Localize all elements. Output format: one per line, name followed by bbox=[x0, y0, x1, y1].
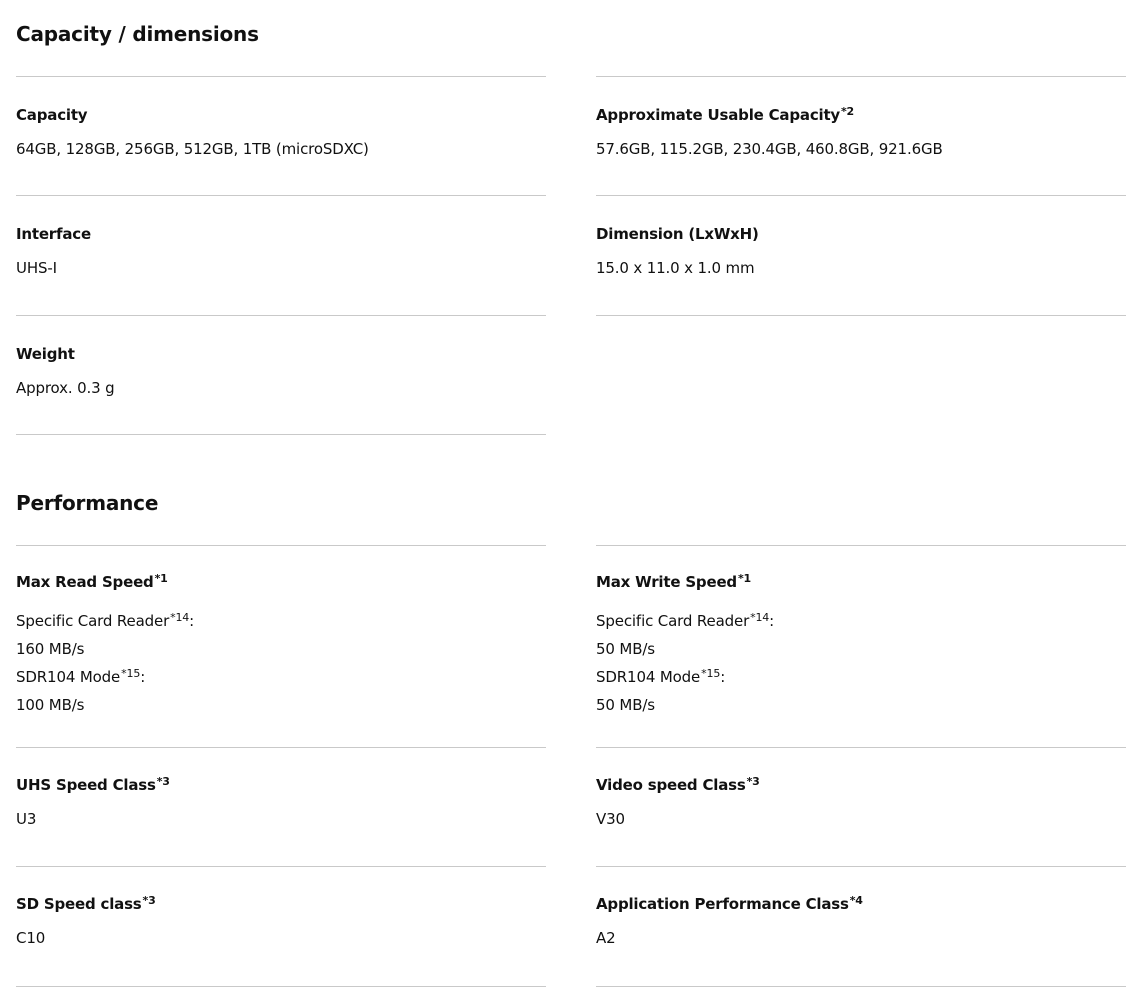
spec-label: Dimension (LxWxH) bbox=[596, 225, 759, 243]
spec-value-line: 50 MB/s bbox=[596, 640, 655, 658]
divider bbox=[16, 195, 546, 196]
spec-value-line: Specific Card Reader$^{*14}$: bbox=[596, 611, 775, 630]
spec-sd-speed-class bbox=[16, 894, 546, 947]
footnote-ref: *14 bbox=[750, 611, 770, 624]
spec-label: Max Write Speed$^{*1}$ bbox=[596, 572, 751, 591]
spec-approximate-usable-capacity bbox=[596, 105, 1126, 158]
divider bbox=[596, 986, 1126, 987]
footnote-ref: *3 bbox=[746, 775, 760, 788]
section-title-capacity-dimensions: Capacity / dimensions bbox=[16, 22, 259, 46]
spec-value bbox=[596, 607, 1126, 719]
spec-value: UHS-I bbox=[16, 259, 57, 277]
divider bbox=[16, 986, 546, 987]
spec-label: Max Read Speed$^{*1}$ bbox=[16, 572, 168, 591]
spec-value: 15.0 x 11.0 x 1.0 mm bbox=[596, 259, 755, 277]
footnote-ref: *1 bbox=[737, 572, 751, 585]
footnote-ref: *3 bbox=[156, 775, 170, 788]
spec-label: Capacity bbox=[16, 106, 88, 124]
spec-value: Approx. 0.3 g bbox=[16, 379, 115, 397]
divider bbox=[16, 545, 546, 546]
spec-weight bbox=[16, 347, 546, 396]
spec-max-write-speed bbox=[596, 572, 1126, 719]
divider bbox=[16, 76, 546, 77]
spec-label: Weight bbox=[16, 345, 75, 363]
footnote-ref: *3 bbox=[142, 894, 156, 907]
spec-interface bbox=[16, 227, 546, 276]
divider bbox=[16, 315, 546, 316]
spec-label: UHS Speed Class$^{*3}$ bbox=[16, 775, 170, 794]
spec-dimension bbox=[596, 227, 1126, 276]
spec-value bbox=[16, 607, 546, 719]
spec-label: SD Speed class$^{*3}$ bbox=[16, 894, 156, 913]
spec-video-speed-class bbox=[596, 775, 1126, 828]
spec-label: Video speed Class$^{*3}$ bbox=[596, 775, 760, 794]
footnote-ref: *1 bbox=[154, 572, 168, 585]
section-title-performance: Performance bbox=[16, 491, 159, 515]
spec-value: V30 bbox=[596, 810, 625, 828]
spec-value-line: SDR104 Mode$^{*15}$: bbox=[596, 667, 726, 686]
divider bbox=[16, 434, 546, 435]
divider bbox=[596, 747, 1126, 748]
spec-value: C10 bbox=[16, 929, 46, 947]
spec-max-read-speed bbox=[16, 572, 546, 719]
divider bbox=[596, 76, 1126, 77]
divider bbox=[16, 866, 546, 867]
divider bbox=[596, 545, 1126, 546]
spec-label: Approximate Usable Capacity$^{*2}$ bbox=[596, 105, 855, 124]
spec-value-line: 100 MB/s bbox=[16, 696, 85, 714]
spec-value: A2 bbox=[596, 929, 616, 947]
spec-value: 64GB, 128GB, 256GB, 512GB, 1TB (microSDXC) bbox=[16, 140, 369, 158]
spec-application-performance-class bbox=[596, 894, 1126, 947]
spec-value-line: Specific Card Reader$^{*14}$: bbox=[16, 611, 195, 630]
spec-label: Interface bbox=[16, 225, 91, 243]
divider bbox=[596, 315, 1126, 316]
divider bbox=[16, 747, 546, 748]
spec-value-line: 160 MB/s bbox=[16, 640, 85, 658]
spec-value-line: SDR104 Mode$^{*15}$: bbox=[16, 667, 146, 686]
spec-capacity bbox=[16, 108, 546, 157]
footnote-ref: *15 bbox=[701, 667, 721, 680]
spec-value: 57.6GB, 115.2GB, 230.4GB, 460.8GB, 921.6GB bbox=[596, 140, 943, 158]
footnote-ref: *2 bbox=[841, 105, 855, 118]
spec-label: Application Performance Class$^{*4}$ bbox=[596, 894, 863, 913]
spec-value: U3 bbox=[16, 810, 37, 828]
footnote-ref: *4 bbox=[849, 894, 863, 907]
spec-uhs-speed-class bbox=[16, 775, 546, 828]
footnote-ref: *14 bbox=[170, 611, 190, 624]
spec-value-line: 50 MB/s bbox=[596, 696, 655, 714]
footnote-ref: *15 bbox=[121, 667, 141, 680]
divider bbox=[596, 195, 1126, 196]
divider bbox=[596, 866, 1126, 867]
